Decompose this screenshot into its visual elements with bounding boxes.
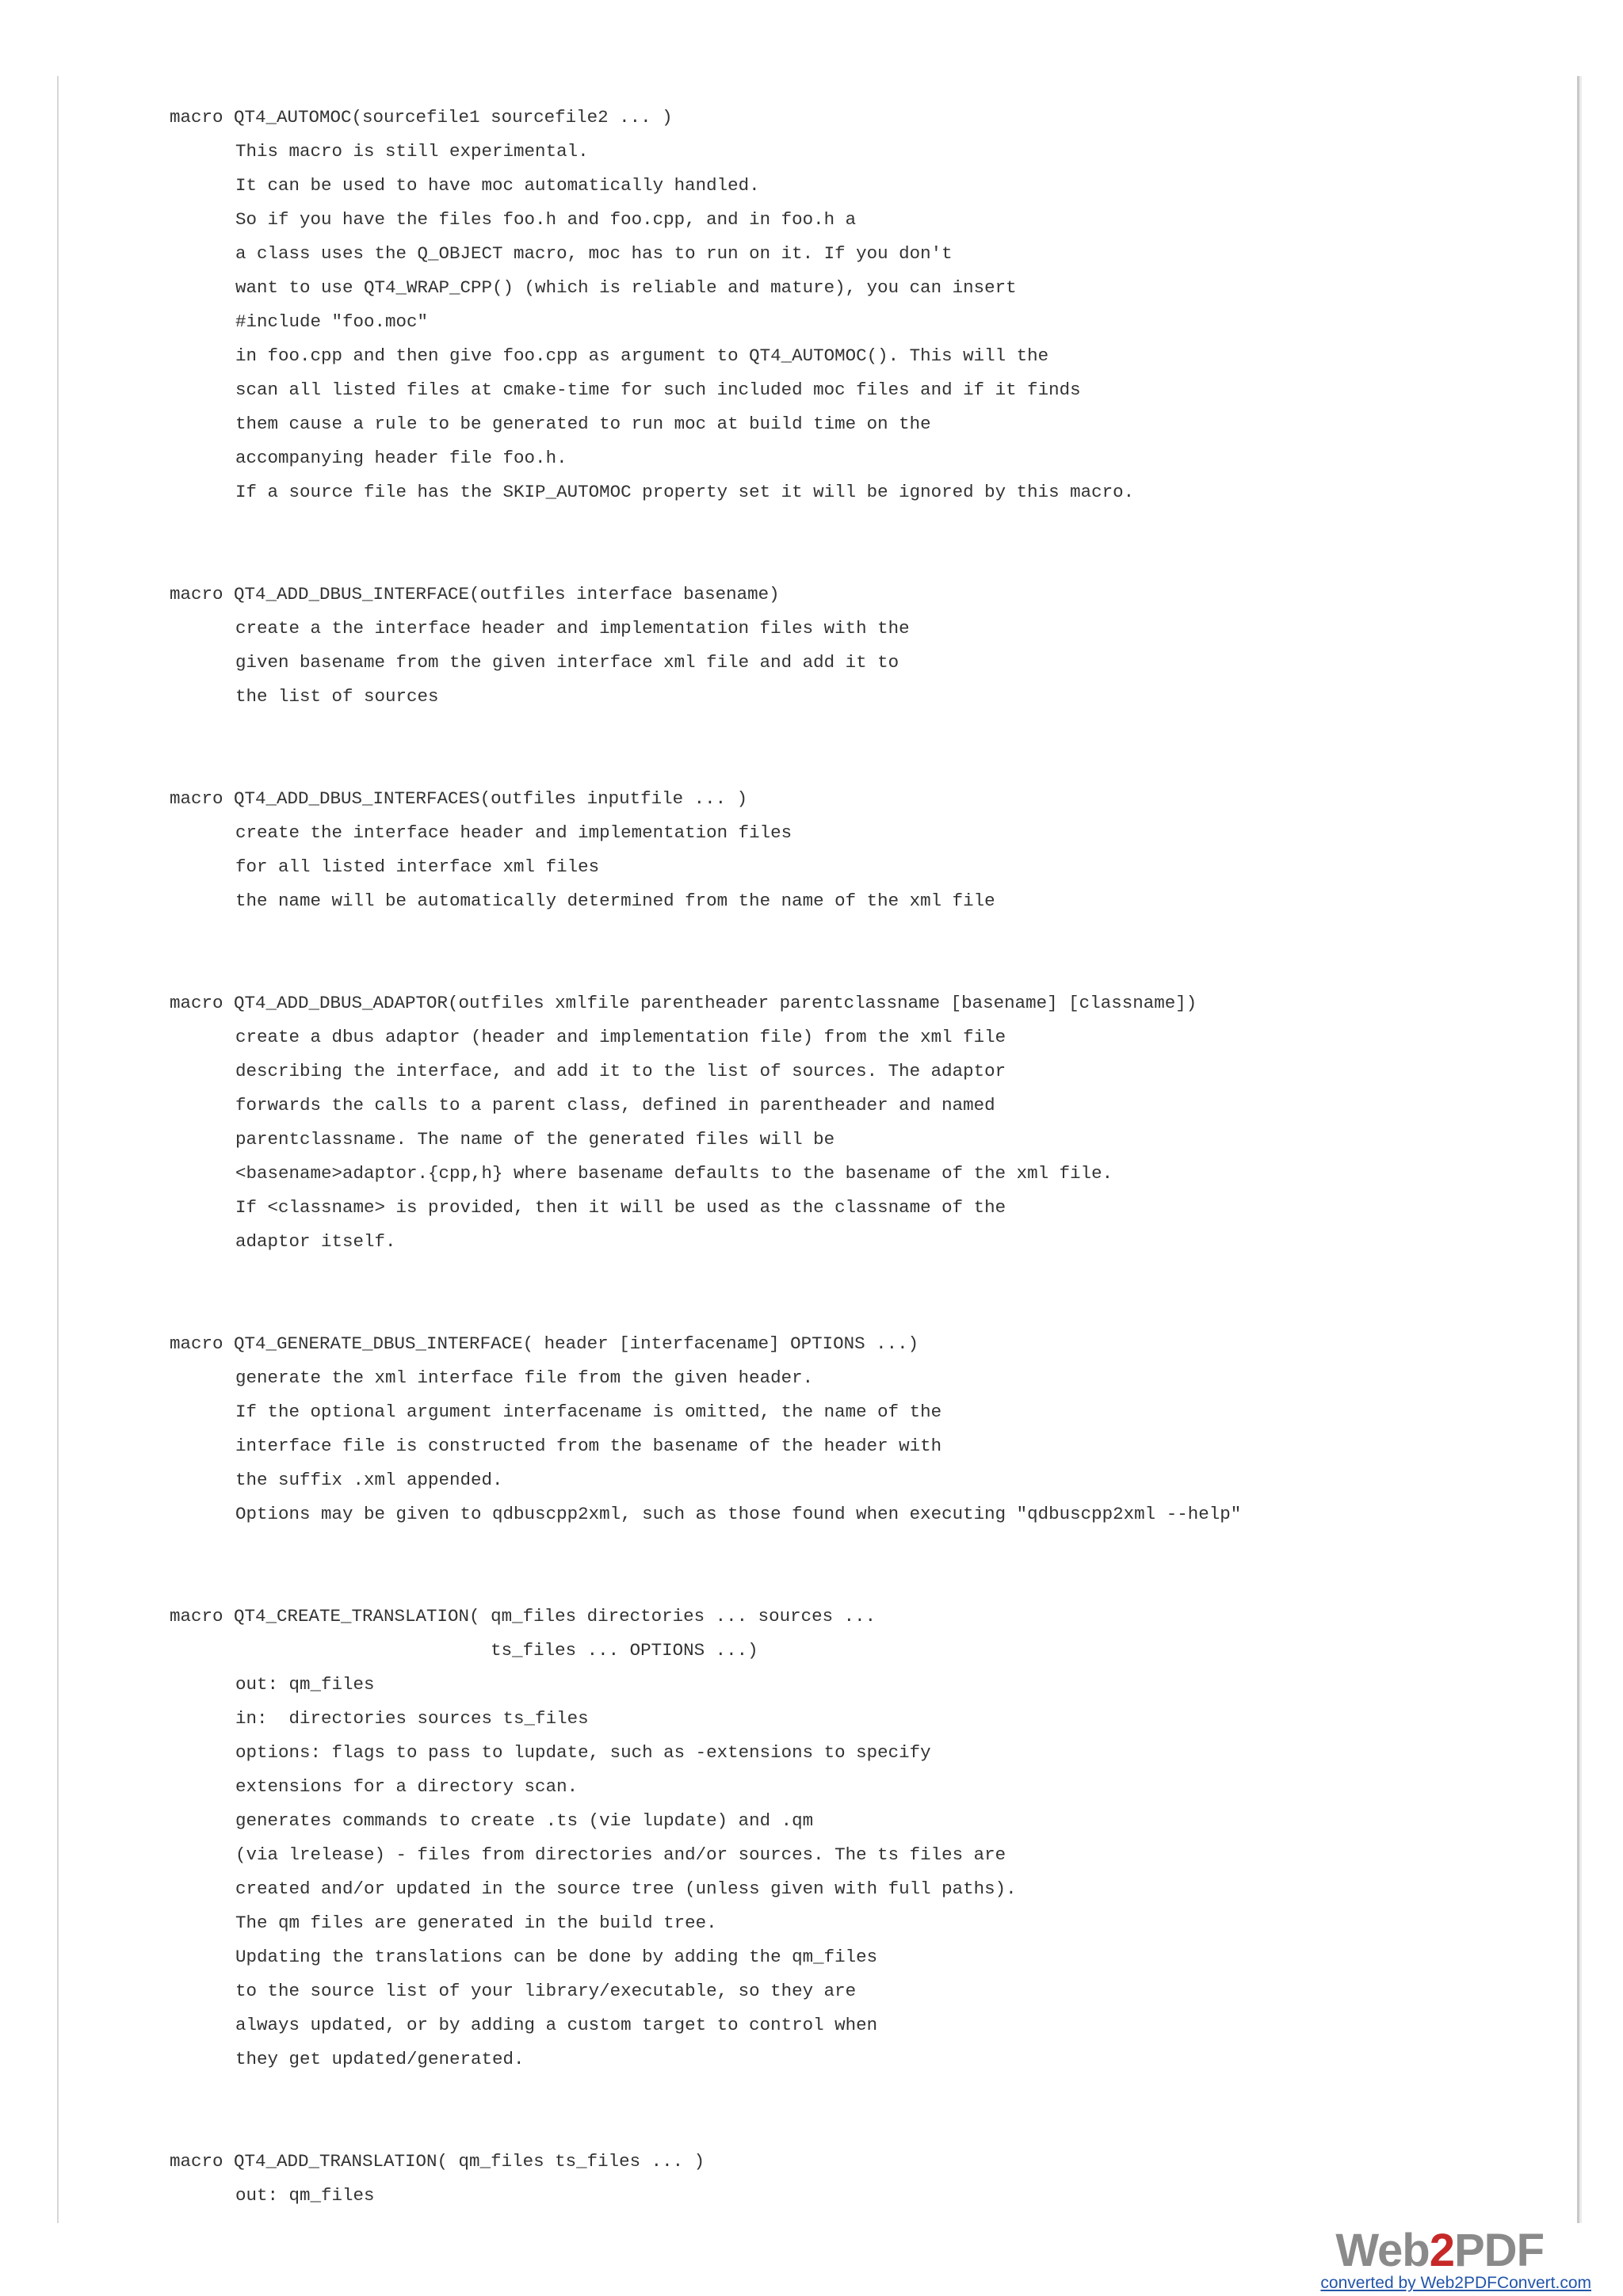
macro-description-line: parentclassname. The name of the generated files will be <box>235 1129 835 1150</box>
right-page-edge-shadow <box>1579 76 1582 2223</box>
macro-description-line: #include "foo.moc" <box>235 311 429 332</box>
macro-description-line: to the source list of your library/executable, so they are <box>235 1981 857 2001</box>
section-spacer <box>170 1531 1564 1566</box>
macro-signature: macro QT4_CREATE_TRANSLATION( qm_files directories ... sources ... <box>170 1606 876 1627</box>
macro-description-line: created and/or updated in the source tree (unless given with full paths). <box>235 1878 1017 1899</box>
macro-description-line: always updated, or by adding a custom target to control when <box>235 2015 878 2035</box>
macro-description-line: If <classname> is provided, then it will be used as the classname of the <box>235 1197 1006 1218</box>
macro-description-line: a class uses the Q_OBJECT macro, moc has to run on it. If you don't <box>235 243 953 264</box>
macro-description-line: adaptor itself. <box>235 1231 396 1252</box>
macro-description-line: they get updated/generated. <box>235 2049 525 2069</box>
macro-section <box>170 578 1564 714</box>
macro-description-line: <basename>adaptor.{cpp,h} where basename defaults to the basename of the xml file. <box>235 1163 1113 1184</box>
macro-description-line: the name will be automatically determined from the name of the xml file <box>235 891 995 911</box>
macro-section <box>170 986 1564 1259</box>
section-spacer <box>170 2111 1564 2145</box>
macro-description-line: So if you have the files foo.h and foo.cpp, and in foo.h a <box>235 209 857 230</box>
converted-by-link[interactable]: converted by Web2PDFConvert.com <box>1320 2274 1591 2292</box>
section-spacer <box>170 714 1564 748</box>
section-spacer <box>170 1293 1564 1327</box>
macro-description-line: This macro is still experimental. <box>235 141 589 162</box>
macro-signature: macro QT4_ADD_DBUS_INTERFACES(outfiles inputfile ... ) <box>170 788 748 809</box>
macro-section <box>170 1600 1564 2077</box>
macro-description-line: generate the xml interface file from the given header. <box>235 1367 814 1388</box>
section-spacer <box>170 509 1564 543</box>
macro-description-line: in foo.cpp and then give foo.cpp as argument to QT4_AUTOMOC(). This will the <box>235 345 1049 366</box>
macro-section <box>170 1327 1564 1531</box>
section-spacer <box>170 2077 1564 2111</box>
macro-description-line: generates commands to create .ts (vie lupdate) and .qm <box>235 1810 814 1831</box>
section-spacer <box>170 918 1564 952</box>
macro-signature: macro QT4_AUTOMOC(sourcefile1 sourcefile2 ... ) <box>170 107 673 128</box>
macro-description-line: accompanying header file foo.h. <box>235 448 567 468</box>
macro-description-line: the suffix .xml appended. <box>235 1470 503 1490</box>
web2pdf-watermark <box>1274 2225 1591 2293</box>
macro-description-line: create a the interface header and implementation files with the <box>235 618 910 639</box>
document-content <box>170 101 1564 2213</box>
macro-section <box>170 2145 1564 2213</box>
macro-description-line: create the interface header and implementation files <box>235 822 792 843</box>
macro-description-line: interface file is constructed from the basename of the header with <box>235 1436 942 1456</box>
macro-description-line: them cause a rule to be generated to run moc at build time on the <box>235 414 931 434</box>
section-spacer <box>170 1566 1564 1600</box>
macro-description-line: Options may be given to qdbuscpp2xml, such as those found when executing "qdbuscpp2xml --help" <box>235 1504 1242 1524</box>
macro-description-line: The qm files are generated in the build tree. <box>235 1913 717 1933</box>
left-margin-rule <box>57 76 59 2223</box>
macro-description-line: describing the interface, and add it to the list of sources. The adaptor <box>235 1061 1006 1081</box>
macro-description-line: in: directories sources ts_files <box>235 1708 589 1729</box>
macro-description-line: for all listed interface xml files <box>235 856 600 877</box>
macro-description-line: want to use QT4_WRAP_CPP() (which is reliable and mature), you can insert <box>235 277 1017 298</box>
macro-section <box>170 101 1564 509</box>
section-spacer <box>170 748 1564 782</box>
macro-description-line: extensions for a directory scan. <box>235 1776 579 1797</box>
macro-description-line: It can be used to have moc automatically handled. <box>235 175 760 196</box>
macro-description-line: given basename from the given interface xml file and add it to <box>235 652 899 673</box>
logo-pdf-text: PDF <box>1454 2225 1544 2276</box>
web2pdf-logo <box>1335 2225 1544 2276</box>
macro-description-line: scan all listed files at cmake-time for such included moc files and if it finds <box>235 379 1081 400</box>
macro-signature: macro QT4_ADD_DBUS_INTERFACE(outfiles interface basename) <box>170 584 780 605</box>
macro-signature: ts_files ... OPTIONS ...) <box>170 1640 758 1661</box>
macro-description-line: forwards the calls to a parent class, defined in parentheader and named <box>235 1095 995 1116</box>
macro-description-line: options: flags to pass to lupdate, such as -extensions to specify <box>235 1742 931 1763</box>
macro-signature: macro QT4_ADD_TRANSLATION( qm_files ts_files ... ) <box>170 2151 705 2172</box>
macro-description-line: create a dbus adaptor (header and implementation file) from the xml file <box>235 1027 1006 1047</box>
macro-description-line: Updating the translations can be done by adding the qm_files <box>235 1947 878 1967</box>
macro-description-line: the list of sources <box>235 686 439 707</box>
macro-description-line: out: qm_files <box>235 2185 375 2206</box>
macro-description-line: If the optional argument interfacename is omitted, the name of the <box>235 1402 942 1422</box>
logo-2-text: 2 <box>1429 2225 1454 2276</box>
logo-web-text: Web <box>1335 2225 1430 2276</box>
section-spacer <box>170 1259 1564 1293</box>
section-spacer <box>170 543 1564 578</box>
macro-signature: macro QT4_GENERATE_DBUS_INTERFACE( header [interfacename] OPTIONS ...) <box>170 1333 919 1354</box>
macro-description-line: out: qm_files <box>235 1674 375 1695</box>
section-spacer <box>170 952 1564 986</box>
macro-signature: macro QT4_ADD_DBUS_ADAPTOR(outfiles xmlfile parentheader parentclassname [basename] [classname]) <box>170 993 1197 1013</box>
macro-section <box>170 782 1564 918</box>
macro-description-line: (via lrelease) - files from directories and/or sources. The ts files are <box>235 1844 1006 1865</box>
macro-description-line: If a source file has the SKIP_AUTOMOC property set it will be ignored by this macro. <box>235 482 1135 502</box>
